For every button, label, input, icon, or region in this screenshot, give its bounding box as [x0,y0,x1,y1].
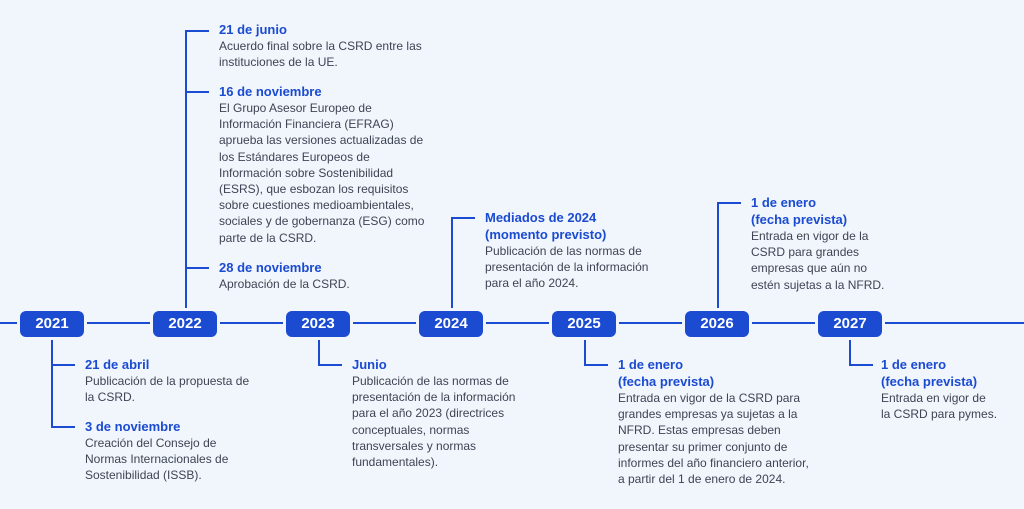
event-description-line: Sostenibilidad (ISSB). [85,468,202,483]
year-badge-2025: 2025 [552,311,616,337]
event-2023-jun [352,356,515,470]
event-description-line: Normas Internacionales de [85,452,229,467]
connector-2025 [584,336,586,366]
connector-2021-apr [51,364,75,366]
event-2024-mid [485,209,648,292]
event-title: (fecha prevista) [751,212,848,227]
event-description-line: la CSRD. [85,390,136,405]
connector-2022-nov28 [185,267,209,269]
event-description-line: sociales y de gobernanza (ESG) como [219,214,425,229]
connector-2026-jan [717,202,741,204]
connector-2027 [849,336,851,366]
connector-2024 [451,217,453,312]
year-badge-2027: 2027 [818,311,882,337]
event-description-line: instituciones de la UE. [219,55,338,70]
event-description-line: Entrada en vigor de la [751,229,869,243]
event-title: 1 de enero [881,357,947,372]
event-description-line: parte de la CSRD. [219,230,317,245]
year-badge-2021: 2021 [20,311,84,337]
event-2021-apr [85,356,249,405]
connector-2023-jun [318,364,342,366]
event-description-line: transversales y normas [352,438,477,453]
event-title: 3 de noviembre [85,419,181,434]
event-description-line: CSRD para grandes [751,245,860,260]
connector-2027-jan [849,364,873,366]
year-badge-2026: 2026 [685,311,749,337]
event-description-line: sobre cuestiones medioambientales, [219,198,414,213]
year-badge-2022: 2022 [153,311,217,337]
event-description-line: NFRD. Estas empresas deben [618,423,781,438]
event-description-line: a partir del 1 de enero de 2024. [618,472,786,487]
event-description-line: Información sobre Sostenibilidad [219,165,394,180]
year-badge-2024: 2024 [419,311,483,337]
event-title: (fecha prevista) [881,374,978,389]
connector-2022 [185,30,187,312]
event-description-line: Entrada en vigor de la CSRD para [618,391,801,405]
event-description-line: estén sujetas a la NFRD. [751,277,885,292]
event-description-line: (ESRS), que esbozan los requisitos [219,182,409,197]
event-description-line: conceptuales, normas [352,422,470,437]
connector-2022-nov16 [185,91,209,93]
connector-2024-mid [451,217,475,219]
event-description-line: aprueba las versiones actualizadas de [219,133,424,148]
event-description-line: empresas que aún no [751,261,868,276]
event-2022-jun [219,21,422,70]
event-description-line: Publicación de la propuesta de [85,374,250,388]
event-title: Junio [352,357,387,372]
event-2025-jan [618,356,809,487]
event-title: 21 de junio [219,22,287,37]
connector-2021-nov [51,426,75,428]
event-description-line: El Grupo Asesor Europeo de [219,101,372,115]
event-description-line: presentación de la información [352,390,516,405]
event-2021-nov [85,418,228,484]
event-description-line: Entrada en vigor de [881,391,986,405]
event-title: Mediados de 2024 [485,210,597,225]
event-description-line: fundamentales). [352,455,439,470]
event-title: 16 de noviembre [219,84,322,99]
event-2026-jan [751,194,884,293]
event-title: 1 de enero [751,195,817,210]
event-description-line: informes del año financiero anterior, [618,455,809,470]
event-description-line: Creación del Consejo de [85,436,217,450]
event-title: (fecha prevista) [618,374,715,389]
event-description-line: presentación de la información [485,260,649,275]
event-description-line: para el año 2024. [485,276,579,291]
event-description-line: la CSRD para pymes. [881,407,998,422]
event-title: 1 de enero [618,357,684,372]
connector-2026 [717,202,719,312]
event-description-line: Publicación de las normas de [352,374,509,388]
connector-2021 [51,336,53,428]
event-description-line: los Estándares Europeos de [219,149,370,164]
event-2022-nov16 [219,83,424,246]
connector-2022-jun [185,30,209,32]
event-description-line: Acuerdo final sobre la CSRD entre las [219,39,422,53]
event-description-line: Información Financiera (EFRAG) [219,117,394,132]
event-description-line: Publicación de las normas de [485,244,642,258]
event-2022-nov28 [219,259,350,292]
event-title: 21 de abril [85,357,150,372]
event-title: (momento previsto) [485,227,607,242]
year-badge-2023: 2023 [286,311,350,337]
event-description-line: presentar su primer conjunto de [618,439,788,454]
connector-2025-jan [584,364,608,366]
connector-2023 [318,336,320,366]
event-title: 28 de noviembre [219,260,322,275]
event-2027-jan [881,356,997,422]
event-description-line: para el año 2023 (directrices [352,406,505,421]
event-description-line: grandes empresas ya sujetas a la [618,407,798,422]
event-description-line: Aprobación de la CSRD. [219,277,350,291]
